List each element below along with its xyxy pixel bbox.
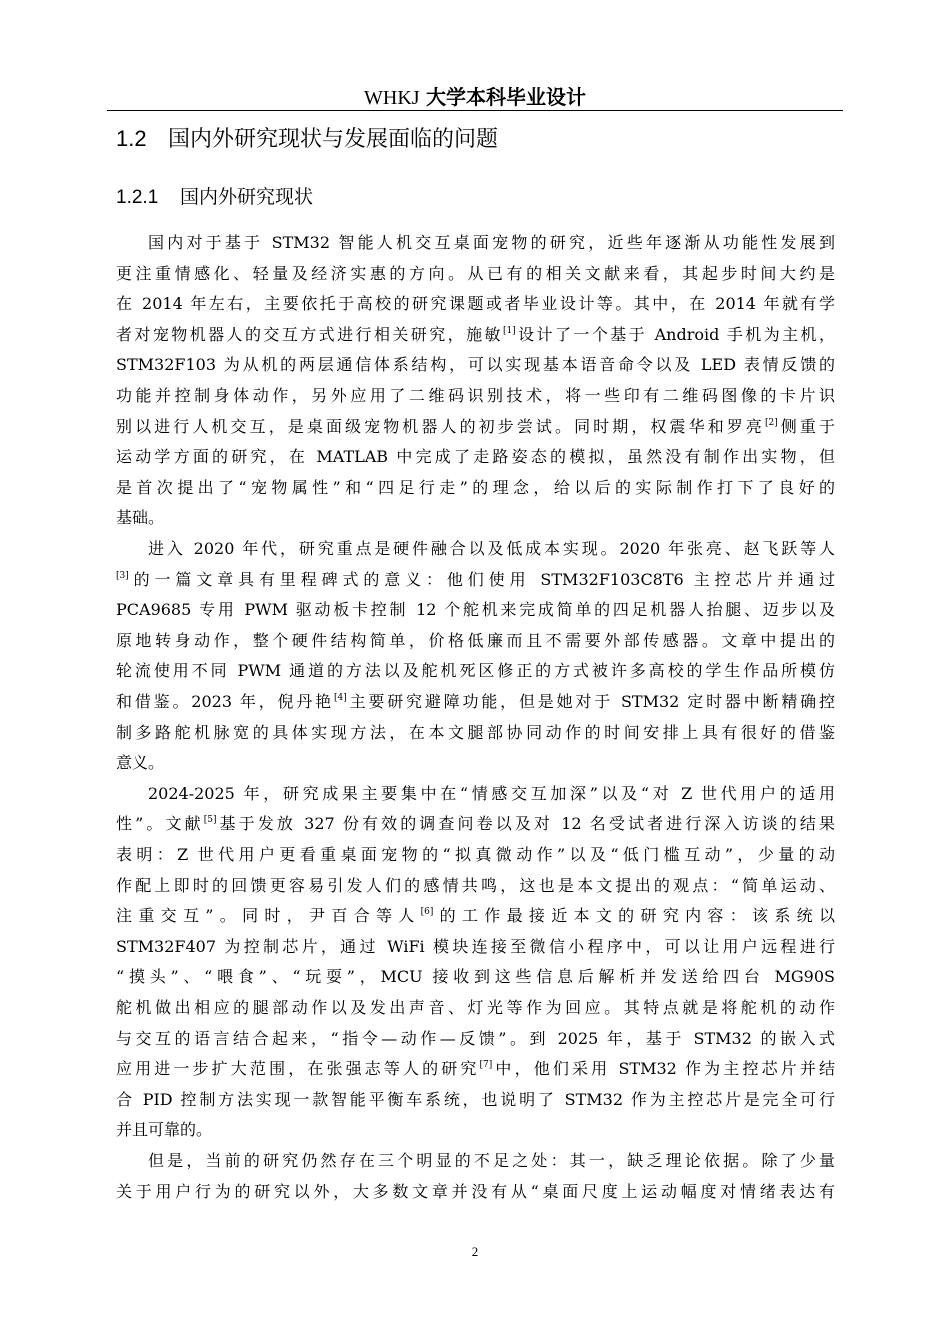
text-line bbox=[148, 534, 835, 565]
text-line-content: STM32F407 为控制芯片，通过 WiFi 模块连接至微信小程序中，可以让用户远程进行 bbox=[116, 936, 835, 956]
text-line bbox=[116, 503, 835, 534]
text-line-continuation: 的一篇文章具有里程碑式的意义：他们使用 STM32F103C8T6 主控芯片并通过 bbox=[128, 569, 835, 589]
text-line-content: “摸头”、“喂食”、“玩耍”，MCU 接收到这些信息后解析并发送给四台 MG90S bbox=[116, 967, 835, 987]
text-line bbox=[116, 962, 835, 993]
text-line bbox=[116, 381, 835, 412]
text-line bbox=[116, 350, 835, 381]
text-line-continuation: 侧重于 bbox=[777, 416, 835, 436]
text-line bbox=[148, 228, 835, 259]
subsection-number: 1.2.1 bbox=[116, 187, 159, 208]
text-line-content: 与交互的语言结合起来，“指令—动作—反馈”。到 2025 年，基于 STM32 的嵌入式 bbox=[116, 1028, 835, 1048]
text-line-content: 运动学方面的研究，在 MATLAB 中完成了走路姿态的模拟，虽然没有制作出实物，但 bbox=[116, 447, 835, 467]
text-line-content: 意义。 bbox=[116, 753, 165, 773]
text-line-content: 作配上即时的回馈更容易引发人们的感情共鸣，这也是本文提出的观点：“简单运动、 bbox=[116, 875, 835, 895]
text-line bbox=[116, 840, 835, 871]
text-line-content: 应用进一步扩大范围，在张强志等人的研究 bbox=[116, 1059, 480, 1079]
text-line-content: 进入 2020 年代，研究重点是硬件融合以及低成本实现。2020 年张亮、赵飞跃等人 bbox=[148, 539, 835, 558]
text-line bbox=[148, 779, 835, 810]
text-line bbox=[116, 442, 835, 473]
text-line-content: 轮流使用不同 PWM 通道的方法以及舵机死区修正的方式被许多高校的学生作品所模仿 bbox=[116, 661, 835, 681]
text-line bbox=[116, 1177, 835, 1208]
text-line bbox=[116, 993, 835, 1024]
text-line bbox=[116, 626, 835, 657]
text-line bbox=[116, 1054, 835, 1085]
citation-marker: [4] bbox=[334, 693, 347, 703]
text-line-content: STM32F103 为从机的两层通信体系结构，可以实现基本语音命令以及 LED 表情反馈的 bbox=[116, 355, 835, 375]
citation-marker: [2] bbox=[764, 417, 778, 428]
text-line bbox=[148, 1146, 835, 1177]
text-line bbox=[116, 1024, 835, 1055]
subsection-heading bbox=[116, 183, 313, 212]
citation-marker: [1] bbox=[502, 325, 516, 336]
text-line-content: 注重交互”。同时，尹百合等人 bbox=[116, 906, 421, 926]
text-line-content: PCA9685 专用 PWM 驱动板卡控制 12 个舵机来完成简单的四足机器人抬腿、迈步以及 bbox=[116, 600, 835, 620]
text-line-continuation: 的工作最接近本文的研究内容：该系统以 bbox=[433, 906, 835, 926]
text-line bbox=[116, 412, 835, 443]
text-line-content: 性”。文献 bbox=[116, 814, 204, 834]
running-header bbox=[107, 84, 843, 111]
text-line bbox=[116, 748, 835, 779]
text-line bbox=[116, 1085, 835, 1116]
citation-marker: [5] bbox=[203, 815, 217, 826]
section-number: 1.2 bbox=[116, 126, 147, 151]
text-line-continuation: 基于发放 327 份有效的调查问卷以及对 12 名受试者进行深入访谈的结果 bbox=[216, 814, 835, 834]
text-line bbox=[116, 871, 835, 902]
text-line-content: 合 PID 控制方法实现一款智能平衡车系统，也说明了 STM32 作为主控芯片是完全可行 bbox=[116, 1089, 835, 1109]
text-line bbox=[116, 320, 835, 351]
text-line bbox=[116, 901, 835, 932]
section-title: 国内外研究现状与发展面临的问题 bbox=[168, 127, 499, 152]
citation-marker: [6] bbox=[420, 907, 434, 918]
text-line-content: 者对宠物机器人的交互方式进行相关研究，施敏 bbox=[116, 324, 503, 344]
text-line-continuation: 中，他们采用 STM32 作为主控芯片并结 bbox=[492, 1059, 835, 1079]
header-latin: WHKJ bbox=[364, 87, 420, 109]
text-line bbox=[116, 718, 835, 749]
text-line-content: 表明：Z 世代用户更看重桌面宠物的“拟真微动作”以及“低门槛互动”，少量的动 bbox=[116, 845, 835, 864]
section-heading bbox=[116, 124, 498, 155]
text-line bbox=[116, 932, 835, 963]
text-line-content: 在 2014 年左右，主要依托于高校的研究课题或者毕业设计等。其中，在 2014 年就有学 bbox=[116, 294, 835, 314]
text-line bbox=[116, 289, 835, 320]
text-line bbox=[116, 473, 835, 504]
text-line bbox=[116, 656, 835, 687]
header-rule bbox=[107, 110, 843, 111]
text-line-content: 2024-2025 年，研究成果主要集中在“情感交互加深”以及“对 Z 世代用户的适用 bbox=[148, 783, 835, 803]
text-line bbox=[116, 565, 835, 596]
text-line bbox=[116, 259, 835, 290]
text-line-content: 关于用户行为的研究以外，大多数文章并没有从“桌面尺度上运动幅度对情绪表达有 bbox=[116, 1181, 835, 1201]
text-line bbox=[116, 687, 835, 718]
text-line-content: 但是，当前的研究仍然存在三个明显的不足之处：其一，缺乏理论依据。除了少量 bbox=[148, 1151, 835, 1170]
text-line-content: 舵机做出相应的腿部动作以及发出声音、灯光等作为回应。其特点就是将舵机的动作 bbox=[116, 998, 835, 1017]
text-line-continuation: 设计了一个基于 Android 手机为主机， bbox=[515, 324, 835, 344]
text-line-content: 别以进行人机交互，是桌面级宠物机器人的初步尝试。同时期，权震华和罗亮 bbox=[116, 416, 765, 436]
text-line-content: 制多路舵机脉宽的具体实现方法，在本文腿部协同动作的时间安排上具有很好的借鉴 bbox=[116, 722, 835, 742]
subsection-title: 国内外研究现状 bbox=[180, 186, 314, 208]
text-line bbox=[116, 809, 835, 840]
text-line-content: 并且可靠的。 bbox=[116, 1120, 213, 1140]
text-line-content: 和借鉴。2023 年，倪丹艳 bbox=[116, 692, 335, 711]
text-line-content: 是首次提出了“宠物属性”和“四足行走”的理念，给以后的实际制作打下了良好的 bbox=[116, 477, 835, 497]
text-line-content: 更注重情感化、轻量及经济实惠的方向。从已有的相关文献来看，其起步时间大约是 bbox=[116, 263, 835, 283]
text-line-content: 原地转身动作，整个硬件结构简单，价格低廉而且不需要外部传感器。文章中提出的 bbox=[116, 630, 835, 650]
text-line-continuation: 主要研究避障功能，但是她对于 STM32 定时器中断精确控 bbox=[346, 692, 835, 711]
text-line bbox=[116, 595, 835, 626]
text-line-content: 功能并控制身体动作，另外应用了二维码识别技术，将一些印有二维码图像的卡片识 bbox=[116, 386, 835, 405]
text-line-content: 基础。 bbox=[116, 508, 165, 528]
citation-marker: [3] bbox=[116, 570, 129, 581]
citation-marker: [7] bbox=[479, 1060, 493, 1071]
text-line-content: 国内对于基于 STM32 智能人机交互桌面宠物的研究，近些年逐渐从功能性发展到 bbox=[148, 233, 835, 252]
text-line bbox=[116, 1115, 835, 1146]
page-number: 2 bbox=[471, 1244, 479, 1259]
header-title: 大学本科毕业设计 bbox=[425, 85, 586, 109]
